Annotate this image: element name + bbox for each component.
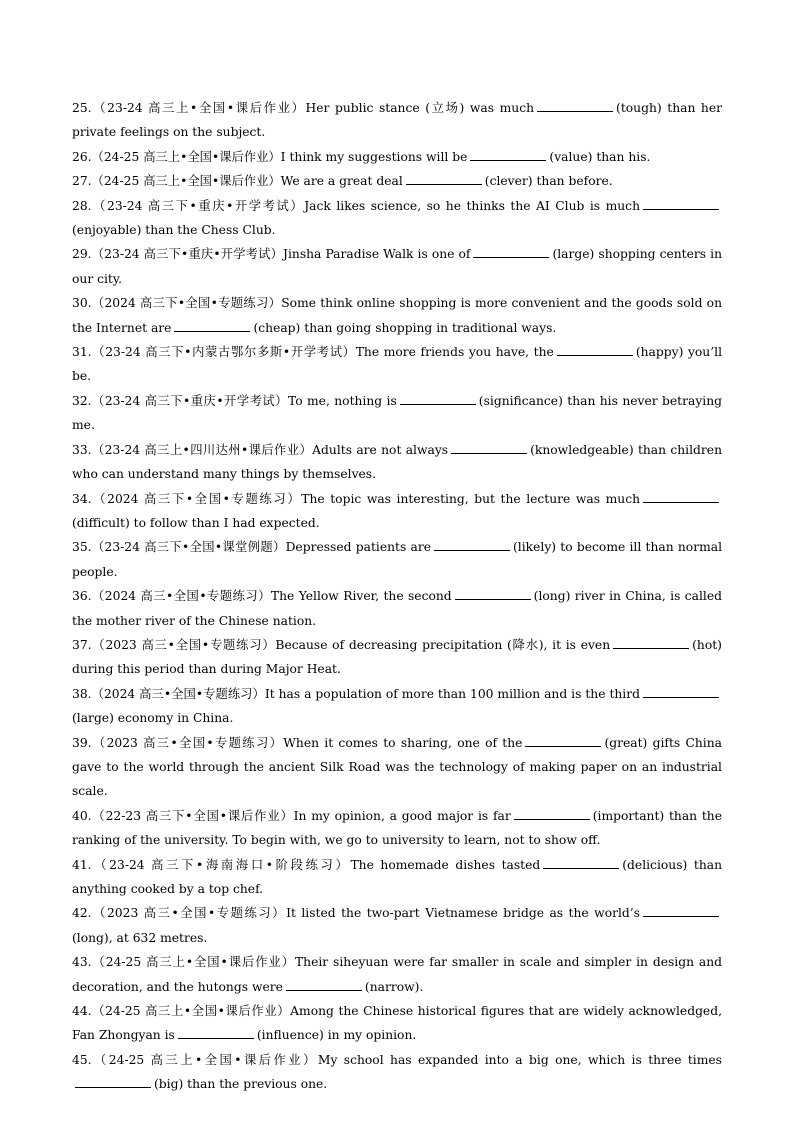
question-33: 33.（23-24 高三上•四川达州•课后作业）Adults are not always (knowledgeable) than children who can understand many things by themselves. [72, 438, 722, 487]
answer-blank[interactable] [643, 903, 719, 917]
exercise-page [72, 96, 722, 1097]
question-37: 37.（2023 高三•全国•专题练习）Because of decreasing precipitation (降水), it is even (hot) during this period than during Major Heat. [72, 633, 722, 682]
answer-blank[interactable] [400, 391, 476, 405]
question-42: 42.（2023 高三•全国•专题练习）It listed the two-part Vietnamese bridge as the world’s(long), at 632 metres. [72, 901, 722, 950]
answer-blank[interactable] [178, 1025, 254, 1039]
answer-blank[interactable] [174, 318, 250, 332]
question-40: 40.（22-23 高三下•全国•课后作业）In my opinion, a good major is far (important) than the ranking of the university. To begin with, we go to university to learn, not to show off. [72, 804, 722, 853]
question-41: 41.（23-24 高三下•海南海口•阶段练习）The homemade dishes tasted (delicious) than anything cooked by a top chef. [72, 853, 722, 902]
answer-blank[interactable] [525, 733, 601, 747]
question-32: 32.（23-24 高三下•重庆•开学考试）To me, nothing is (significance) than his never betraying me. [72, 389, 722, 438]
answer-blank[interactable] [470, 147, 546, 161]
question-31: 31.（23-24 高三下•内蒙古鄂尔多斯•开学考试）The more friends you have, the (happy) you’ll be. [72, 340, 722, 389]
question-34: 34.（2024 高三下•全国•专题练习）The topic was interesting, but the lecture was much(difficult) to follow than I had expected. [72, 487, 722, 536]
question-44: 44.（24-25 高三上•全国•课后作业）Among the Chinese historical figures that are widely acknowledged, Fan Zhongyan is (influence) in my opinion. [72, 1004, 722, 1043]
answer-blank[interactable] [75, 1074, 151, 1088]
question-29: 29.（23-24 高三下•重庆•开学考试）Jinsha Paradise Walk is one of (large) shopping centers in our city. [72, 242, 722, 291]
question-28: 28.（23-24 高三下•重庆•开学考试）Jack likes science, so he thinks the AI Club is much(enjoyable) than the Chess Club. [72, 194, 722, 243]
question-43: 43.（24-25 高三上•全国•课后作业）Their siheyuan were far smaller in scale and simpler in design and decoration, and the hutongs were (narrow). [72, 955, 722, 994]
answer-blank[interactable] [455, 586, 531, 600]
answer-blank[interactable] [557, 342, 633, 356]
answer-blank[interactable] [643, 684, 719, 698]
answer-blank[interactable] [543, 855, 619, 869]
answer-blank[interactable] [473, 244, 549, 258]
answer-blank[interactable] [613, 635, 689, 649]
question-45: 45.（24-25 高三上•全国•课后作业）My school has expanded into a big one, which is three times(big) than the previous one. [72, 1052, 722, 1092]
question-38: 38.（2024 高三•全国•专题练习）It has a population of more than 100 million and is the third(large) economy in China. [72, 682, 722, 731]
question-35: 35.（23-24 高三下•全国•课堂例题）Depressed patients are (likely) to become ill than normal people. [72, 535, 722, 584]
answer-blank[interactable] [643, 489, 719, 503]
answer-blank[interactable] [514, 806, 590, 820]
question-30: 30.（2024 高三下•全国•专题练习）Some think online shopping is more convenient and the goods sold on the Internet are (cheap) than going shopping in traditional ways. [72, 296, 722, 335]
answer-blank[interactable] [434, 537, 510, 551]
answer-blank[interactable] [537, 98, 613, 112]
question-25: 25.（23-24 高三上•全国•课后作业）Her public stance (立场) was much (tough) than her private feelings on the subject. [72, 96, 722, 145]
answer-blank[interactable] [286, 977, 362, 991]
answer-blank[interactable] [451, 440, 527, 454]
answer-blank[interactable] [406, 171, 482, 185]
question-36: 36.（2024 高三•全国•专题练习）The Yellow River, the second (long) river in China, is called the mother river of the Chinese nation. [72, 584, 722, 633]
question-27: 27.（24-25 高三上•全国•课后作业）We are a great deal (clever) than before. [72, 169, 722, 193]
question-39: 39.（2023 高三•全国•专题练习）When it comes to sharing, one of the (great) gifts China gave to the world through the ancient Silk Road was the technology of making paper on an industrial scale. [72, 731, 722, 804]
question-26: 26.（24-25 高三上•全国•课后作业）I think my suggestions will be (value) than his. [72, 145, 722, 169]
answer-blank[interactable] [643, 196, 719, 210]
